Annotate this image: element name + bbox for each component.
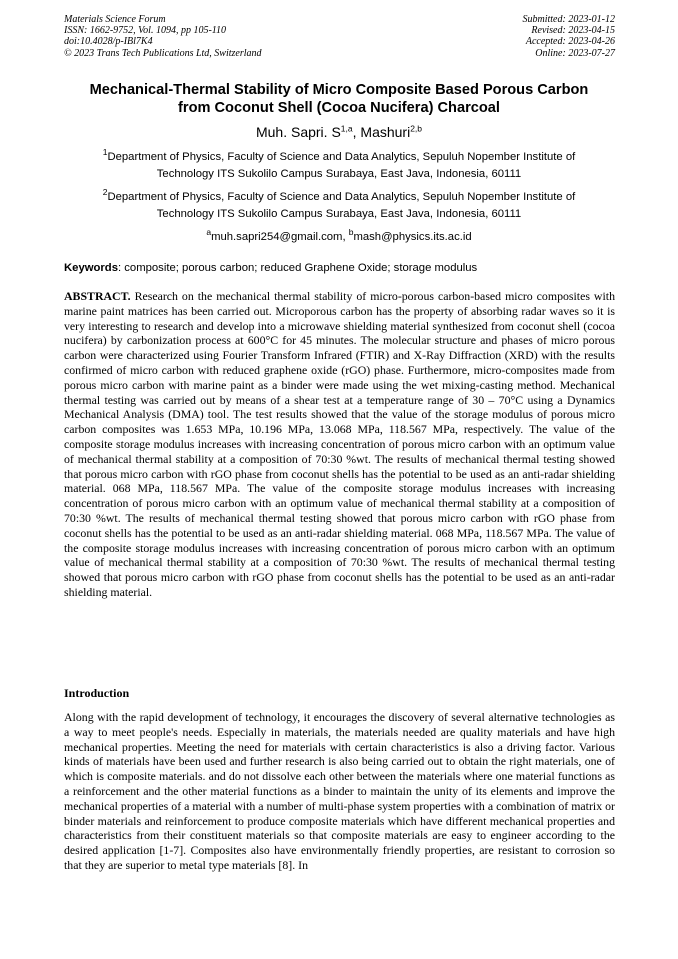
author-name: Muh. Sapri. S	[255, 124, 341, 140]
affiliation-marker: 1	[102, 147, 108, 158]
affiliation-line: Department of Physics, Faculty of Science and Data Analytics, Sepuluh Nopember Institute of	[107, 151, 576, 163]
journal-header-right	[523, 14, 616, 59]
date-revised: Revised: 2023-04-15	[531, 25, 615, 37]
paper-title-line: from Coconut Shell (Cocoa Nucifera) Charcoal	[178, 100, 500, 116]
keywords-label: Keywords	[64, 262, 118, 274]
author-affiliation-marker: 1,a	[340, 123, 353, 134]
journal-issn: ISSN: 1662-9752, Vol. 1094, pp 105-110	[64, 25, 227, 37]
date-online: Online: 2023-07-27	[535, 47, 615, 59]
author-emails	[40, 227, 638, 244]
date-submitted: Submitted: 2023-01-12	[522, 14, 615, 25]
abstract-text: Research on the mechanical thermal stability of micro-porous carbon-based micro composites with marine paint matrices has been carried out. Microporous carbon has the property of absorbing radar waves so it is very interesting to research and develop into a microwave shielding material synthesized from coconut shell (cocoa nucifera) by carbonization process at 600°C for 45 minutes. The molecular structure and phases of micro porous carbon were characterized using Fourier Transform Infrared (FTIR) and X-Ray Diffraction (XRD) with the results confirmed of micro carbon with reduced graphene oxide (rGO) phase. Furthermore, micro-composites made from porous micro carbon with marine paint as a binder were made using the wet mixing-casting method. Mechanical thermal testing was carried out by means of a shear test at a temperature range of 30 – 70°C using a Dynamics Mechanical Analysis (DMA) tool. The test results showed that the value of the storage modulus of porous micro carbon composites was 1.653 MPa, 10.196 MPa, 13.068 MPa, 118.567 MPa, respectively. The value of the composite storage modulus increases with increasing concentration of porous micro carbon with an optimum value of mechanical thermal stability at a composition of 70:30 %wt. The results of mechanical thermal testing showed that porous micro carbon with rGO phase from coconut shells has the potential to be used as an anti-radar shielding material. 068 MPa, 118.567 MPa. The value of the composite storage modulus increases with increasing concentration of porous micro carbon with an optimum value of mechanical thermal stability at a composition of 70:30 %wt. The results of mechanical thermal testing showed that porous micro carbon with rGO phase from coconut shells has the potential to be used as an anti-radar shielding material. 068 MPa, 118.567 MPa. The value of the composite storage modulus increases with increasing concentration of porous micro carbon with an optimum value of mechanical thermal stability at a composition of 70:30 %wt. The results of mechanical thermal testing showed that porous micro carbon with rGO phase from coconut shells has the potential to be used as an anti-radar shielding material.	[64, 289, 615, 599]
keywords	[64, 261, 616, 275]
date-accepted: Accepted: 2023-04-26	[525, 36, 615, 48]
section-heading-introduction: Introduction	[64, 686, 130, 700]
paper-title	[40, 81, 638, 117]
abstract-label: ABSTRACT.	[64, 289, 131, 303]
affiliation-1	[60, 149, 618, 183]
email-marker: b	[348, 227, 354, 238]
journal-header-left	[64, 14, 262, 59]
author-separator: ,	[352, 124, 361, 140]
journal-copyright: © 2023 Trans Tech Publications Ltd, Switzerland	[64, 47, 262, 59]
author-email: muh.sapri254@gmail.com,	[211, 231, 349, 243]
author-name: Mashuri	[360, 124, 411, 140]
abstract	[64, 289, 615, 600]
email-marker: a	[206, 227, 212, 238]
author-email: mash@physics.its.ac.id	[353, 231, 472, 243]
affiliation-line: Technology ITS Sukolilo Campus Surabaya, East Java, Indonesia, 60111	[156, 168, 522, 180]
journal-doi: doi:10.4028/p-IBl7K4	[64, 36, 153, 48]
affiliation-line: Technology ITS Sukolilo Campus Surabaya, East Java, Indonesia, 60111	[156, 208, 522, 220]
introduction-paragraph: Along with the rapid development of technology, it encourages the discovery of several alternative technologies as a way to meet people's needs. Especially in materials, the materials needed are quality materials and have high mechanical properties. Meeting the need for materials with certain characteristics is also a driving factor. Various kinds of materials have been used and further research is also being carried out to obtain the right materials, one of which is composite materials. and do not dissolve each other between the materials where one material functions as a reinforcement and the other material functions as a binder to maintain the unity of its elements and improve the mechanical properties of a material with a number of multi-phase system properties with a combination of matrix or binder materials and reinforcement to produce composite materials which have different mechanical properties and characteristics from their constituent materials so that composite materials are easy to engineer according to the desired application [1-7]. Composites also have environmentally friendly properties, are resistant to corrosion so that they are superior to metal type materials [8]. In	[64, 710, 615, 872]
author-list	[40, 123, 638, 141]
affiliation-2	[60, 189, 618, 223]
keywords-text: : composite; porous carbon; reduced Graphene Oxide; storage modulus	[118, 262, 478, 274]
paper-title-line: Mechanical-Thermal Stability of Micro Composite Based Porous Carbon	[89, 82, 589, 98]
journal-name: Materials Science Forum	[64, 14, 166, 25]
affiliation-line: Department of Physics, Faculty of Science and Data Analytics, Sepuluh Nopember Institute of	[107, 191, 576, 203]
author-affiliation-marker: 2,b	[410, 123, 423, 134]
affiliation-marker: 2	[102, 187, 108, 198]
